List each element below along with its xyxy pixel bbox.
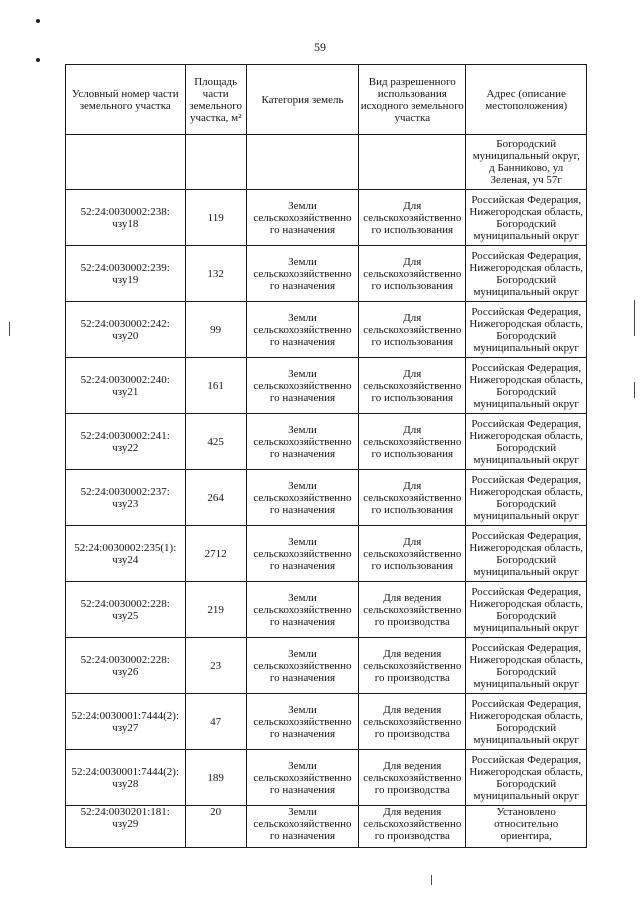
- table-row: [66, 638, 587, 694]
- continuation-row: [66, 135, 587, 190]
- cell-line: Нижегородская область,: [469, 429, 583, 442]
- scan-edge-mark: [634, 300, 635, 336]
- cell-line: го назначения: [269, 727, 336, 740]
- part-number-cell: [66, 694, 186, 750]
- cell-line: Земли: [288, 423, 317, 436]
- table-row: [66, 806, 587, 848]
- cell-line: чзу22: [112, 441, 139, 454]
- land-category-cell: [246, 246, 358, 302]
- cell-line: Богородский: [496, 609, 557, 622]
- cell-line: Для: [403, 311, 422, 324]
- cell-line: Земли: [288, 311, 317, 324]
- address-line: Богородский: [496, 138, 557, 150]
- cell-line: сельскохозяйственно: [253, 818, 352, 830]
- cell-line: Богородский: [496, 441, 557, 454]
- permitted-use-cell: [359, 358, 466, 414]
- cell-line: Земли: [288, 535, 317, 548]
- address-line: д Банниково, ул: [489, 162, 564, 174]
- cell-line: Нижегородская область,: [469, 541, 583, 554]
- cell-line: го назначения: [269, 830, 336, 842]
- table-row: [66, 358, 587, 414]
- cell-line: 52:24:0030002:240:: [80, 373, 170, 386]
- table-row: [66, 526, 587, 582]
- scan-speck: [36, 19, 40, 23]
- area-cell: 2712: [185, 526, 246, 582]
- cell-line: муниципальный округ: [473, 621, 579, 634]
- part-number-cell: [66, 358, 186, 414]
- land-category-cell: [246, 190, 358, 246]
- land-category-cell: [246, 470, 358, 526]
- permitted-use-cell: [359, 246, 466, 302]
- land-category-cell: [246, 358, 358, 414]
- cell-line: го назначения: [269, 615, 336, 628]
- cell-line: Земли: [288, 759, 317, 772]
- land-category-cell: [246, 414, 358, 470]
- table-row: [66, 582, 587, 638]
- address-line: муниципальный округ,: [472, 150, 580, 162]
- address-cell: [466, 414, 587, 470]
- cell-line: Нижегородская область,: [469, 261, 583, 274]
- area-cell: 99: [185, 302, 246, 358]
- scan-edge-mark: [634, 382, 635, 398]
- land-category-cell: [246, 302, 358, 358]
- cell-line: го назначения: [269, 223, 336, 236]
- cell-line: Нижегородская область,: [469, 205, 583, 218]
- cell-line: Богородский: [496, 721, 557, 734]
- scan-speck: [431, 875, 432, 885]
- cell-line: чзу23: [112, 497, 139, 510]
- cell-line: Нижегородская область,: [469, 653, 583, 666]
- cell-line: Для: [403, 479, 422, 492]
- cell-line: чзу29: [112, 818, 139, 830]
- permitted-use-cell: [359, 526, 466, 582]
- cell-line: сельскохозяйственно: [253, 659, 352, 672]
- cell-line: сельскохозяйственно: [363, 547, 462, 560]
- land-category-cell: [246, 638, 358, 694]
- empty-cell: [185, 135, 246, 190]
- cell-line: Нижегородская область,: [469, 317, 583, 330]
- cell-line: чзу25: [112, 609, 139, 622]
- land-parts-table: [65, 64, 587, 848]
- permitted-use-cell: [359, 638, 466, 694]
- cell-line: 52:24:0030002:239:: [80, 261, 170, 274]
- cell-line: Для: [403, 255, 422, 268]
- cell-line: сельскохозяйственно: [363, 211, 462, 224]
- cell-line: го производства: [374, 830, 450, 842]
- cell-line: Российская Федерация,: [471, 585, 582, 598]
- cell-line: го назначения: [269, 559, 336, 572]
- cell-line: чзу28: [112, 777, 139, 790]
- table-row: [66, 246, 587, 302]
- cell-line: чзу20: [112, 329, 139, 342]
- area-cell: 23: [185, 638, 246, 694]
- empty-cell: [246, 135, 358, 190]
- permitted-use-cell: [359, 750, 466, 806]
- cell-line: Богородский: [496, 217, 557, 230]
- cell-line: муниципальный округ: [473, 677, 579, 690]
- cell-line: го использования: [371, 391, 454, 404]
- area-cell: 47: [185, 694, 246, 750]
- cell-line: сельскохозяйственно: [253, 547, 352, 560]
- cell-line: муниципальный округ: [473, 733, 579, 746]
- cell-line: относительно: [494, 818, 559, 830]
- land-category-cell: [246, 750, 358, 806]
- continuation-address-cell: [466, 135, 587, 190]
- cell-line: 52:24:0030201:181:: [80, 806, 170, 818]
- cell-line: 52:24:0030001:7444(2):: [71, 709, 180, 722]
- cell-line: 52:24:0030002:238:: [80, 205, 170, 218]
- cell-line: Земли: [288, 479, 317, 492]
- permitted-use-cell: [359, 414, 466, 470]
- area-cell: 425: [185, 414, 246, 470]
- address-cell: [466, 694, 587, 750]
- cell-line: Для: [403, 423, 422, 436]
- cell-line: чзу19: [112, 273, 139, 286]
- address-cell: [466, 806, 587, 848]
- cell-line: Нижегородская область,: [469, 709, 583, 722]
- cell-line: сельскохозяйственно: [253, 323, 352, 336]
- cell-line: муниципальный округ: [473, 341, 579, 354]
- table-row: [66, 470, 587, 526]
- cell-line: Земли: [288, 806, 317, 818]
- header-address: Адрес (описание местоположения): [466, 65, 587, 135]
- cell-line: Нижегородская область,: [469, 485, 583, 498]
- cell-line: го назначения: [269, 335, 336, 348]
- cell-line: сельскохозяйственно: [363, 491, 462, 504]
- table-header-row: [66, 65, 587, 135]
- area-cell: 119: [185, 190, 246, 246]
- cell-line: сельскохозяйственно: [363, 603, 462, 616]
- cell-line: Российская Федерация,: [471, 641, 582, 654]
- cell-line: Богородский: [496, 665, 557, 678]
- cell-line: ориентира,: [500, 830, 552, 842]
- cell-line: го назначения: [269, 783, 336, 796]
- part-number-cell: [66, 190, 186, 246]
- cell-line: Российская Федерация,: [471, 361, 582, 374]
- cell-line: Российская Федерация,: [471, 193, 582, 206]
- cell-line: сельскохозяйственно: [253, 715, 352, 728]
- part-number-cell: [66, 302, 186, 358]
- land-category-cell: [246, 806, 358, 848]
- address-cell: [466, 750, 587, 806]
- table-row: [66, 750, 587, 806]
- part-number-cell: [66, 470, 186, 526]
- area-cell: 264: [185, 470, 246, 526]
- cell-line: муниципальный округ: [473, 285, 579, 298]
- table-row: [66, 190, 587, 246]
- cell-line: муниципальный округ: [473, 789, 579, 802]
- cell-line: Земли: [288, 255, 317, 268]
- cell-line: Для ведения: [383, 759, 442, 772]
- scan-speck: [36, 58, 40, 62]
- cell-line: сельскохозяйственно: [363, 659, 462, 672]
- land-category-cell: [246, 694, 358, 750]
- cell-line: чзу18: [112, 217, 139, 230]
- cell-line: сельскохозяйственно: [253, 435, 352, 448]
- cell-line: Для ведения: [383, 703, 442, 716]
- cell-line: Установлено: [496, 806, 556, 818]
- cell-line: сельскохозяйственно: [253, 771, 352, 784]
- part-number-cell: [66, 582, 186, 638]
- address-line: Зеленая, уч 57г: [490, 174, 562, 186]
- part-number-cell: [66, 414, 186, 470]
- scan-edge-mark: [9, 322, 10, 336]
- cell-line: сельскохозяйственно: [363, 435, 462, 448]
- cell-line: Земли: [288, 199, 317, 212]
- cell-line: го производства: [374, 615, 450, 628]
- cell-line: Богородский: [496, 329, 557, 342]
- cell-line: 52:24:0030002:242:: [80, 317, 170, 330]
- area-cell: 161: [185, 358, 246, 414]
- cell-line: 52:24:0030002:241:: [80, 429, 170, 442]
- address-cell: [466, 358, 587, 414]
- cell-line: го назначения: [269, 447, 336, 460]
- cell-line: сельскохозяйственно: [363, 818, 462, 830]
- cell-line: го назначения: [269, 279, 336, 292]
- address-cell: [466, 246, 587, 302]
- header-land-category: Категория земель: [246, 65, 358, 135]
- cell-line: сельскохозяйственно: [253, 267, 352, 280]
- cell-line: Нижегородская область,: [469, 765, 583, 778]
- cell-line: чзу21: [112, 385, 139, 398]
- cell-line: муниципальный округ: [473, 453, 579, 466]
- cell-line: муниципальный округ: [473, 565, 579, 578]
- cell-line: сельскохозяйственно: [253, 211, 352, 224]
- cell-line: го использования: [371, 503, 454, 516]
- permitted-use-cell: [359, 302, 466, 358]
- cell-line: 52:24:0030002:228:: [80, 653, 170, 666]
- cell-line: го производства: [374, 727, 450, 740]
- cell-line: Российская Федерация,: [471, 249, 582, 262]
- cell-line: Российская Федерация,: [471, 529, 582, 542]
- cell-line: муниципальный округ: [473, 229, 579, 242]
- cell-line: сельскохозяйственно: [363, 267, 462, 280]
- area-cell: 219: [185, 582, 246, 638]
- cell-line: Российская Федерация,: [471, 697, 582, 710]
- permitted-use-cell: [359, 470, 466, 526]
- address-cell: [466, 470, 587, 526]
- cell-line: Российская Федерация,: [471, 473, 582, 486]
- cell-line: 52:24:0030002:237:: [80, 485, 170, 498]
- permitted-use-cell: [359, 582, 466, 638]
- area-cell: 189: [185, 750, 246, 806]
- page-number: 59: [314, 40, 326, 54]
- cell-line: го использования: [371, 559, 454, 572]
- land-category-cell: [246, 526, 358, 582]
- table-row: [66, 694, 587, 750]
- cell-line: муниципальный округ: [473, 509, 579, 522]
- address-cell: [466, 302, 587, 358]
- cell-line: го использования: [371, 447, 454, 460]
- cell-line: Нижегородская область,: [469, 597, 583, 610]
- land-category-cell: [246, 582, 358, 638]
- address-cell: [466, 190, 587, 246]
- address-cell: [466, 638, 587, 694]
- empty-cell: [66, 135, 186, 190]
- cell-line: Для ведения: [383, 806, 442, 818]
- header-area: Площадь части земельного участка, м²: [185, 65, 246, 135]
- cell-line: Богородский: [496, 777, 557, 790]
- cell-line: 52:24:0030002:228:: [80, 597, 170, 610]
- cell-line: 52:24:0030001:7444(2):: [71, 765, 180, 778]
- cell-line: Земли: [288, 591, 317, 604]
- cell-line: сельскохозяйственно: [363, 715, 462, 728]
- table-row: [66, 414, 587, 470]
- cell-line: 52:24:0030002:235(1):: [74, 541, 177, 554]
- cell-line: сельскохозяйственно: [363, 771, 462, 784]
- address-cell: [466, 582, 587, 638]
- address-cell: [466, 526, 587, 582]
- cell-line: Для: [403, 535, 422, 548]
- cell-line: Богородский: [496, 553, 557, 566]
- empty-cell: [359, 135, 466, 190]
- cell-line: го производства: [374, 783, 450, 796]
- cell-line: Для ведения: [383, 591, 442, 604]
- header-permitted-use: Вид разрешенного использования исходного земельного участка: [359, 65, 466, 135]
- permitted-use-cell: [359, 190, 466, 246]
- part-number-cell: [66, 638, 186, 694]
- cell-line: Нижегородская область,: [469, 373, 583, 386]
- permitted-use-cell: [359, 694, 466, 750]
- cell-line: Богородский: [496, 385, 557, 398]
- part-number-cell: [66, 750, 186, 806]
- cell-line: сельскохозяйственно: [253, 603, 352, 616]
- cell-line: го назначения: [269, 671, 336, 684]
- area-cell: 20: [185, 806, 246, 848]
- cell-line: Российская Федерация,: [471, 417, 582, 430]
- area-cell: 132: [185, 246, 246, 302]
- cell-line: го производства: [374, 671, 450, 684]
- cell-line: го использования: [371, 279, 454, 292]
- part-number-cell: [66, 246, 186, 302]
- cell-line: Российская Федерация,: [471, 753, 582, 766]
- part-number-cell: [66, 806, 186, 848]
- table-row: [66, 302, 587, 358]
- cell-line: сельскохозяйственно: [253, 379, 352, 392]
- cell-line: Земли: [288, 703, 317, 716]
- cell-line: чзу26: [112, 665, 139, 678]
- cell-line: Для: [403, 199, 422, 212]
- cell-line: Земли: [288, 647, 317, 660]
- cell-line: го назначения: [269, 503, 336, 516]
- cell-line: Богородский: [496, 497, 557, 510]
- cell-line: го использования: [371, 335, 454, 348]
- cell-line: чзу24: [112, 553, 139, 566]
- cell-line: го использования: [371, 223, 454, 236]
- cell-line: муниципальный округ: [473, 397, 579, 410]
- cell-line: сельскохозяйственно: [253, 491, 352, 504]
- cell-line: Для: [403, 367, 422, 380]
- permitted-use-cell: [359, 806, 466, 848]
- cell-line: Богородский: [496, 273, 557, 286]
- cell-line: го назначения: [269, 391, 336, 404]
- cell-line: чзу27: [112, 721, 139, 734]
- cell-line: сельскохозяйственно: [363, 379, 462, 392]
- cell-line: Для ведения: [383, 647, 442, 660]
- header-part-number: Условный номер части земельного участка: [66, 65, 186, 135]
- cell-line: сельскохозяйственно: [363, 323, 462, 336]
- cell-line: Российская Федерация,: [471, 305, 582, 318]
- cell-line: Земли: [288, 367, 317, 380]
- part-number-cell: [66, 526, 186, 582]
